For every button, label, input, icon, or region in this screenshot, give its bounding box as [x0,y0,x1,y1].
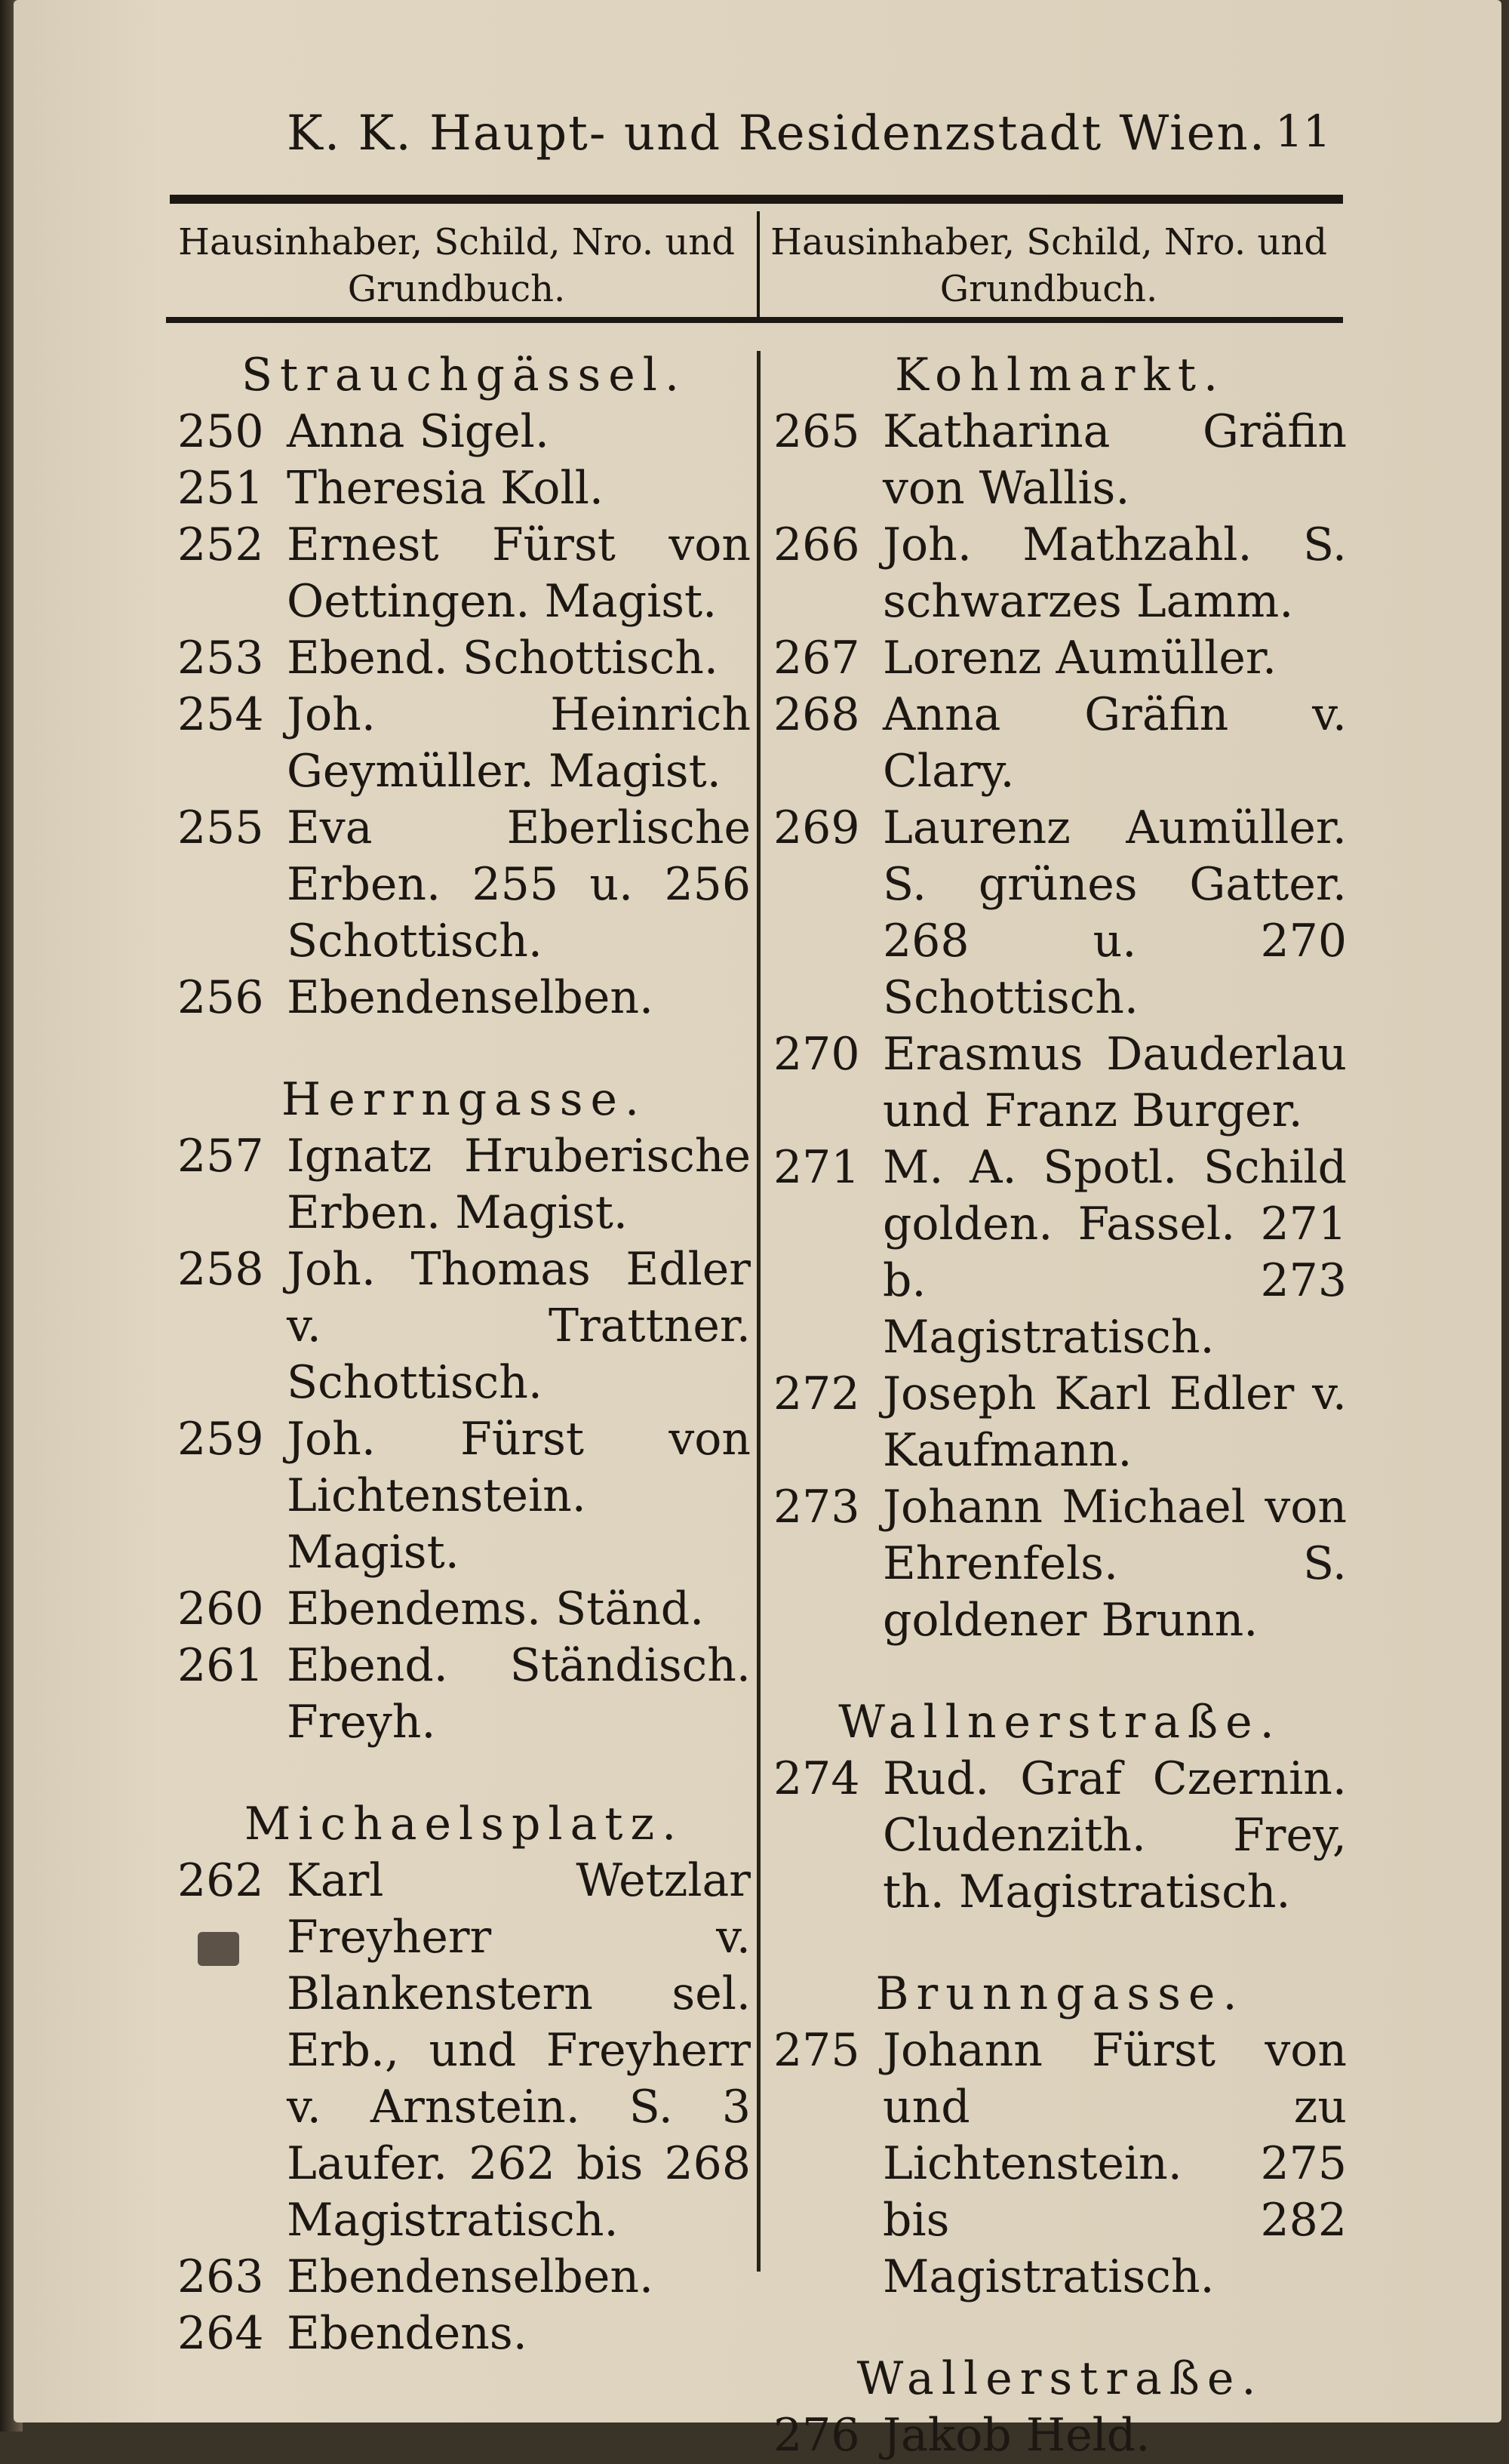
house-entry [773,687,1347,800]
house-number: 262 [177,1854,264,1907]
owner-text: Erasmus Dauderlau und Franz Burger. [883,1028,1347,1137]
owner-text: Rud. Graf Czernin. Cludenzith. Frey, th. Magistratisch. [883,1752,1347,1918]
street-heading: Brunngasse. [875,1967,1245,2020]
owner-text: Ebend. Schottisch. [287,632,718,684]
house-entry [177,1128,751,1241]
house-number: 267 [773,632,860,684]
owner-text: Joseph Karl Edler v. Kaufmann. [883,1367,1347,1477]
house-entry [177,2306,751,2362]
owner-text: Laurenz Aumüller. S. grünes Gatter. 268 u. 270 Schottisch. [883,801,1347,1024]
owner-text: Joh. Heinrich Geymüller. Magist. [287,688,751,798]
house-entry [773,1026,1347,1140]
house-number: 274 [773,1752,860,1805]
owner-text: Ebendens. [287,2307,527,2360]
entry-list [773,2407,1347,2464]
house-number: 251 [177,462,264,515]
owner-text: Lorenz Aumüller. [883,632,1277,684]
owner-text: Katharina Gräfin von Wallis. [883,405,1347,515]
house-entry [177,2249,751,2306]
house-entry [177,630,751,687]
street-heading: Michaelsplatz. [244,1798,684,1850]
street-heading: Kohlmarkt. [894,349,1226,401]
house-number: 252 [177,518,264,571]
house-number: 273 [773,1481,860,1533]
entry-list [177,1128,751,1751]
house-entry [773,1751,1347,1921]
owner-text: Ignatz Hruberische Erben. Magist. [287,1130,751,1239]
house-number: 261 [177,1639,264,1692]
house-entry [177,1581,751,1638]
header-rule [170,195,1343,204]
house-number: 250 [177,405,264,458]
house-entry [773,630,1347,687]
owner-text: Theresia Koll. [287,462,604,515]
house-entry [177,460,751,517]
house-number: 266 [773,518,860,571]
owner-text: Ebendems. Ständ. [287,1583,705,1635]
column-header-rule [166,317,1343,323]
house-entry [773,2023,1347,2306]
house-number: 264 [177,2307,264,2360]
owner-text: Ebendenselben. [287,2250,654,2303]
house-entry [177,800,751,970]
owner-text: Ebend. Ständisch. Freyh. [287,1639,751,1749]
house-number: 276 [773,2409,860,2462]
left-column [177,347,751,2362]
owner-text: Johann Fürst von und zu Lichtenstein. 275 bis 282 Magistratisch. [883,2024,1347,2303]
house-entry [177,970,751,1026]
house-number: 269 [773,801,860,854]
house-entry [177,1411,751,1581]
owner-text: Johann Michael von Ehrenfels. S. goldener Brunn. [883,1481,1347,1647]
street-heading: Wallerstraße. [856,2352,1264,2405]
street-heading: Herrngasse. [281,1073,647,1126]
house-number: 256 [177,971,264,1024]
house-number: 254 [177,688,264,741]
owner-text: Ernest Fürst von Oettingen. Magist. [287,518,751,628]
house-entry [773,1366,1347,1479]
page-number: 11 [1275,106,1331,157]
house-entry [773,800,1347,1026]
house-entry [177,404,751,460]
house-number: 255 [177,801,264,854]
header-divider [757,211,760,317]
house-number: 260 [177,1583,264,1635]
entry-list [177,404,751,1026]
house-entry [177,1853,751,2249]
column-header-left: Hausinhaber, Schild, Nro. und Grundbuch. [178,221,735,310]
right-column [773,347,1347,2464]
entry-list [177,1853,751,2362]
house-number: 265 [773,405,860,458]
house-number: 259 [177,1413,264,1466]
house-entry [177,1241,751,1411]
house-number: 271 [773,1141,860,1194]
owner-text: Joh. Fürst von Lichtenstein. Magist. [287,1413,751,1579]
owner-text: Jakob Held. [883,2409,1151,2462]
owner-text: Anna Sigel. [287,405,549,458]
column-divider [757,351,761,2272]
house-entry [773,517,1347,630]
house-number: 263 [177,2250,264,2303]
house-number: 257 [177,1130,264,1183]
house-entry [773,404,1347,517]
house-number: 258 [177,1243,264,1296]
owner-text: Joh. Thomas Edler v. Trattner. Schottisch. [287,1243,751,1409]
owner-text: Eva Eberlische Erben. 255 u. 256 Schottisch. [287,801,751,967]
house-entry [177,1638,751,1751]
house-entry [177,517,751,630]
library-stamp-mark [198,1932,239,1966]
house-number: 268 [773,688,860,741]
house-number: 275 [773,2024,860,2077]
house-entry [773,2407,1347,2464]
house-number: 272 [773,1367,860,1420]
street-heading: Wallnerstraße. [838,1696,1282,1749]
owner-text: Ebendenselben. [287,971,654,1024]
page-header: K. K. Haupt- und Residenzstadt Wien. [287,106,1267,161]
house-number: 253 [177,632,264,684]
owner-text: M. A. Spotl. Schild golden. Fassel. 271 b. 273 Magistratisch. [883,1141,1347,1364]
entry-list [773,404,1347,1649]
owner-text: Karl Wetzlar Freyherr v. Blankenstern sel. Erb., und Freyherr v. Arnstein. S. 3 Laufer. 262 bis 268 Magistratisch. [287,1854,751,2247]
owner-text: Anna Gräfin v. Clary. [883,688,1347,798]
house-entry [177,687,751,800]
house-number: 270 [773,1028,860,1081]
entry-list [773,1751,1347,1921]
column-header-right: Hausinhaber, Schild, Nro. und Grundbuch. [770,221,1327,310]
house-entry [773,1479,1347,1649]
street-heading: Strauchgässel. [241,349,687,401]
owner-text: Joh. Mathzahl. S. schwarzes Lamm. [883,518,1347,628]
house-entry [773,1140,1347,1366]
entry-list [773,2023,1347,2306]
